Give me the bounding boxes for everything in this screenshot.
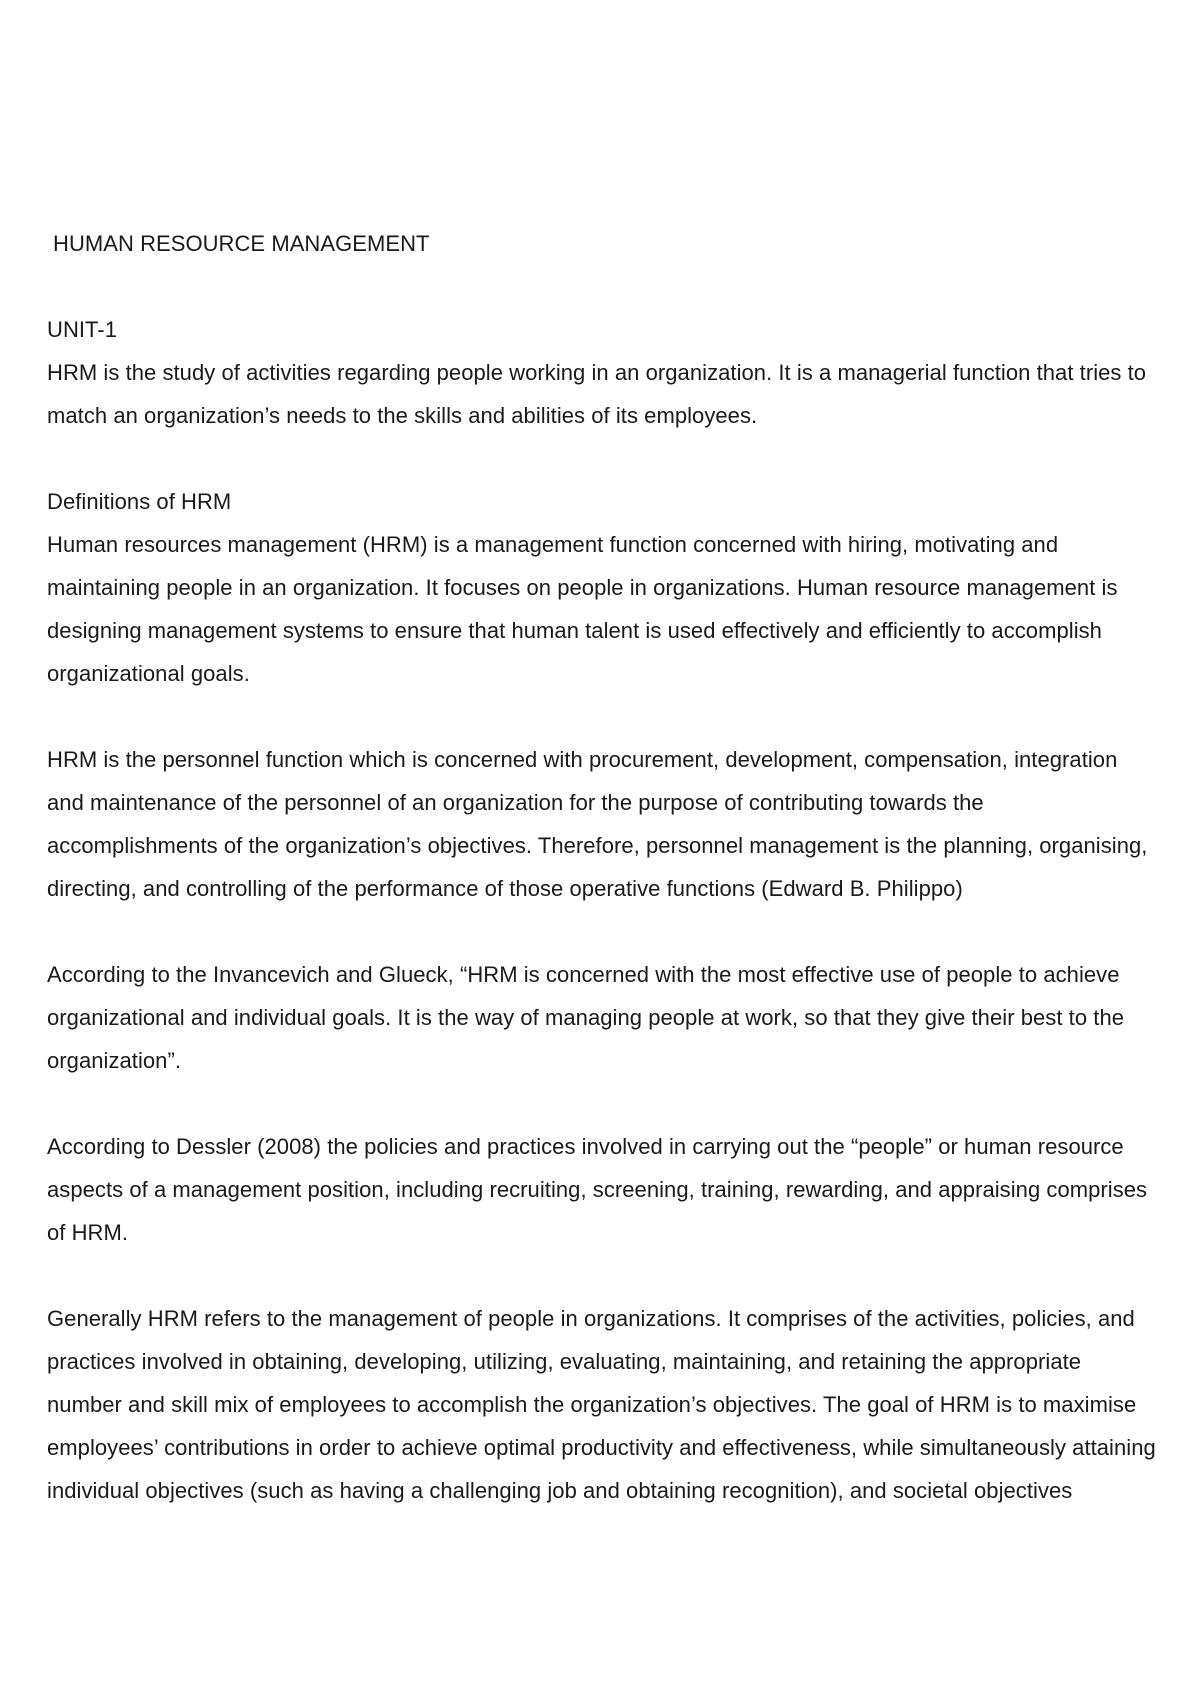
definition-paragraph-4: According to Dessler (2008) the policies and practices involved in carrying out the “people” or human resource aspects of a management position, including recruiting, screening, training, rewarding, and appraising comprises of HRM. (47, 1134, 1148, 1245)
intro-paragraph: HRM is the study of activities regarding people working in an organization. It is a managerial function that tries to match an organization’s needs to the skills and abilities of its employees. (47, 360, 1147, 428)
definition-paragraph-2: HRM is the personnel function which is concerned with procurement, development, compensation, integration and maintenance of the personnel of an organization for the purpose of contributing towards the accomplishments of the organization’s objectives. Therefore, personnel management is the planning, organising, directing, and controlling of the performance of those operative functions (Edward B. Philippo) (47, 747, 1148, 901)
document-title: HUMAN RESOURCE MANAGEMENT (53, 231, 430, 256)
definitions-heading: Definitions of HRM (47, 489, 232, 514)
definition-paragraph-1: Human resources management (HRM) is a management function concerned with hiring, motivating and maintaining people in an organization. It focuses on people in organizations. Human resource management is designing management systems to ensure that human talent is used effectively and efficiently to accomplish organizational goals. (47, 532, 1118, 686)
definition-paragraph-5: Generally HRM refers to the management of people in organizations. It comprises of the activities, policies, and practices involved in obtaining, developing, utilizing, evaluating, maintaining, and retaining the appropriate number and skill mix of employees to accomplish the organization’s objectives. The goal of HRM is to maximise employees’ contributions in order to achieve optimal productivity and effectiveness, while simultaneously attaining individual objectives (such as having a challenging job and obtaining recognition), and societal objectives (47, 1306, 1156, 1503)
definition-paragraph-3: According to the Invancevich and Glueck, “HRM is concerned with the most effective use of people to achieve organizational and individual goals. It is the way of managing people at work, so that they give their best to the organization”. (47, 962, 1125, 1073)
unit-heading: UNIT-1 (47, 317, 117, 342)
